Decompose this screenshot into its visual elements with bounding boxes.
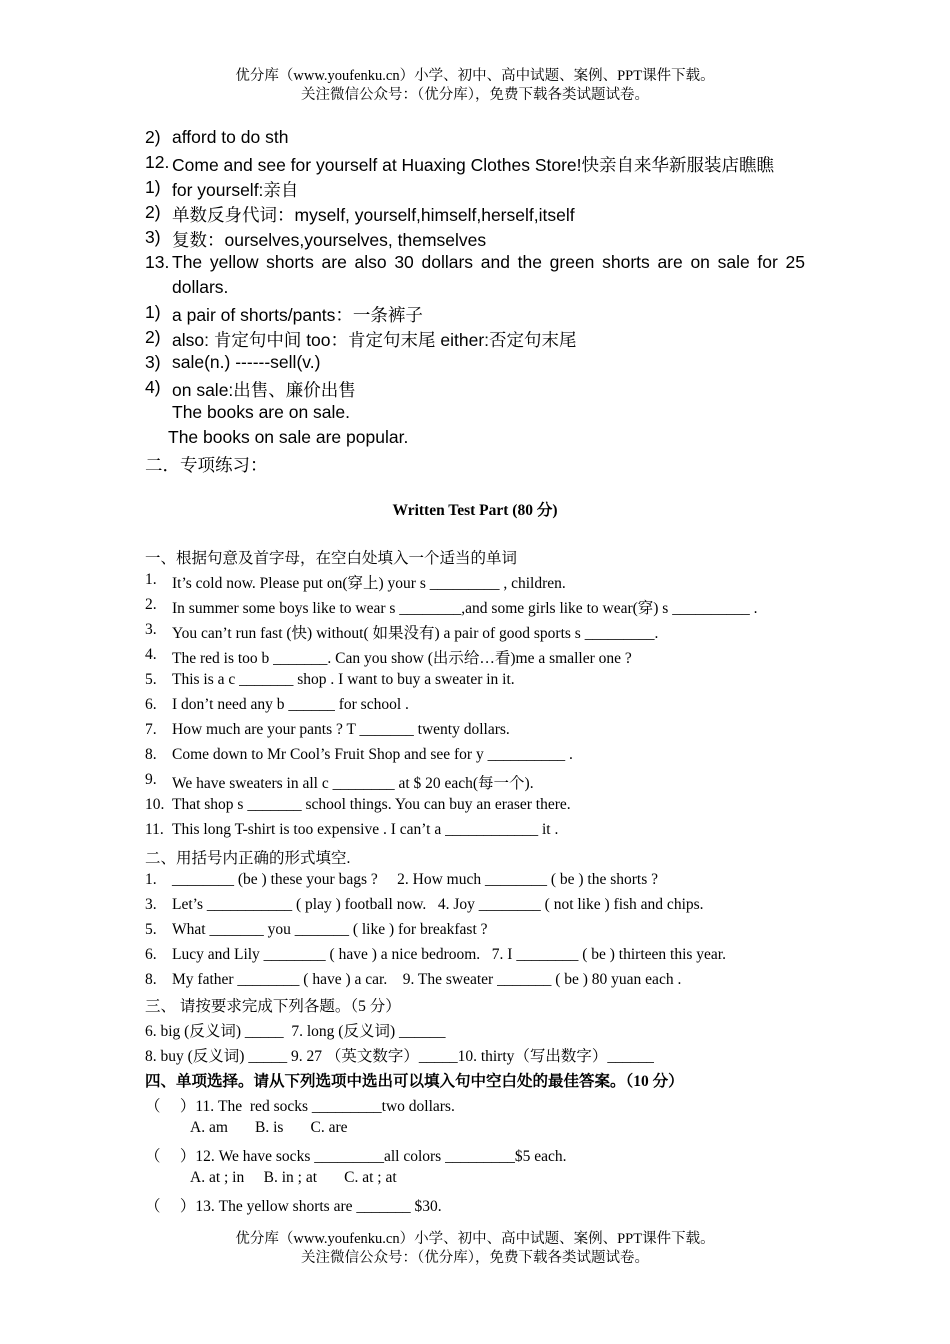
question-number: 1. [145,571,157,588]
mc-options-12: A. at ; in B. in ; at C. at ; at [190,1169,397,1186]
page-footer-line1: 优分库（www.youfenku.cn）小学、初中、高中试题、案例、PPT课件下载。 [235,1231,715,1247]
question-number: 6. [145,696,157,713]
note-number: 2) [145,327,161,347]
example-sentence: The books are on sale. [172,402,351,422]
part4-heading: 四、单项选择。请从下列选项中选出可以填入句中空白处的最佳答案。（10 分） [145,1073,684,1090]
question-text: You can’t run fast (快) without( 如果没有) a pair of good sports s _________. [172,625,659,642]
question-number: 3. [145,896,157,913]
question-text: My father ________ ( have ) a car. 9. The sweater _______ ( be ) 80 yuan each . [172,971,682,988]
note-number: 1) [145,177,161,197]
item-12-number: 12. [145,152,170,172]
note-text: sale(n.) ------sell(v.) [172,352,321,372]
page-header-line1: 优分库（www.youfenku.cn）小学、初中、高中试题、案例、PPT课件下载。 [235,68,715,84]
question-text: Let’s ___________ ( play ) football now. 4. Joy ________ ( not like ) fish and chips. [172,896,704,913]
note-text: 复数：ourselves,yourselves, themselves [172,230,487,250]
part3-line: 8. buy (反义词) _____ 9. 27 （英文数字）_____10. thirty（写出数字）______ [145,1048,654,1065]
question-text: Come down to Mr Cool’s Fruit Shop and see for y __________ . [172,746,573,763]
question-text: This long T-shirt is too expensive . I can’t a ____________ it . [172,821,559,838]
note-text: afford to do sth [172,127,289,147]
mc-question-11: （ ）11. The red socks _________two dollars. [145,1098,455,1115]
question-text: What _______ you _______ ( like ) for breakfast ? [172,921,488,938]
part3-line: 6. big (反义词) _____ 7. long (反义词) ______ [145,1023,446,1040]
question-text: The red is too b _______. Can you show (出示给…看)me a smaller one ? [172,650,632,667]
part3-heading: 三、 请按要求完成下列各题。（5 分） [145,998,401,1015]
question-number: 8. [145,971,157,988]
question-text: Lucy and Lily ________ ( have ) a nice bedroom. 7. I ________ ( be ) thirteen this year. [172,946,726,963]
question-text: I don’t need any b ______ for school . [172,696,409,713]
question-number: 6. [145,946,157,963]
question-number: 4. [145,646,157,663]
written-test-title: Written Test Part (80 分) [392,502,558,519]
part2-heading: 二、用括号内正确的形式填空. [145,850,351,867]
page-footer-line2: 关注微信公众号：（优分库），免费下载各类试题试卷。 [301,1250,649,1266]
note-number: 3) [145,352,161,372]
note-text: also: 肯定句中间 too：肯定句末尾 either:否定句末尾 [172,330,577,350]
question-number: 3. [145,621,157,638]
question-text: That shop s _______ school things. You can buy an eraser there. [172,796,571,813]
question-number: 7. [145,721,157,738]
item-13-text-cont: dollars. [172,277,229,297]
question-number: 9. [145,771,157,788]
question-text: We have sweaters in all c ________ at $ 20 each(每一个). [172,775,534,792]
question-number: 5. [145,671,157,688]
item-13-number: 13. [145,252,170,272]
question-number: 10. [145,796,165,813]
note-text: 单数反身代词：myself, yourself,himself,herself,itself [172,205,575,225]
mc-question-12: （ ）12. We have socks _________all colors _________$5 each. [145,1148,567,1165]
question-number: 8. [145,746,157,763]
question-text: In summer some boys like to wear s ________,and some girls like to wear(穿) s __________ . [172,600,758,617]
note-text: a pair of shorts/pants：一条裤子 [172,305,423,325]
note-number: 2) [145,127,161,147]
note-number: 4) [145,377,161,397]
question-text: This is a c _______ shop . I want to buy a sweater in it. [172,671,515,688]
question-text: ________ (be ) these your bags ? 2. How much ________ ( be ) the shorts ? [172,871,659,888]
page-header-line2: 关注微信公众号：（优分库），免费下载各类试题试卷。 [301,87,649,103]
question-text: It’s cold now. Please put on(穿上) your s _________ , children. [172,575,566,592]
question-number: 1. [145,871,157,888]
item-13-text: The yellow shorts are also 30 dollars and the green shorts are on sale for 25 [172,252,805,272]
mc-options-11: A. am B. is C. are [190,1119,348,1136]
question-number: 11. [145,821,164,838]
note-number: 2) [145,202,161,222]
mc-question-13: （ ）13. The yellow shorts are _______ $30. [145,1198,442,1215]
note-text: on sale:出售、廉价出售 [172,380,356,400]
note-number: 3) [145,227,161,247]
question-number: 2. [145,596,157,613]
question-number: 5. [145,921,157,938]
note-number: 1) [145,302,161,322]
section-heading: 二．专项练习： [145,455,268,475]
question-text: How much are your pants ? T _______ twenty dollars. [172,721,510,738]
note-text: for yourself:亲自 [172,180,299,200]
example-sentence: The books on sale are popular. [168,427,409,447]
item-12-text: Come and see for yourself at Huaxing Clothes Store!快亲自来华新服装店瞧瞧 [172,155,775,175]
part1-heading: 一、根据句意及首字母，在空白处填入一个适当的单词 [145,550,518,567]
